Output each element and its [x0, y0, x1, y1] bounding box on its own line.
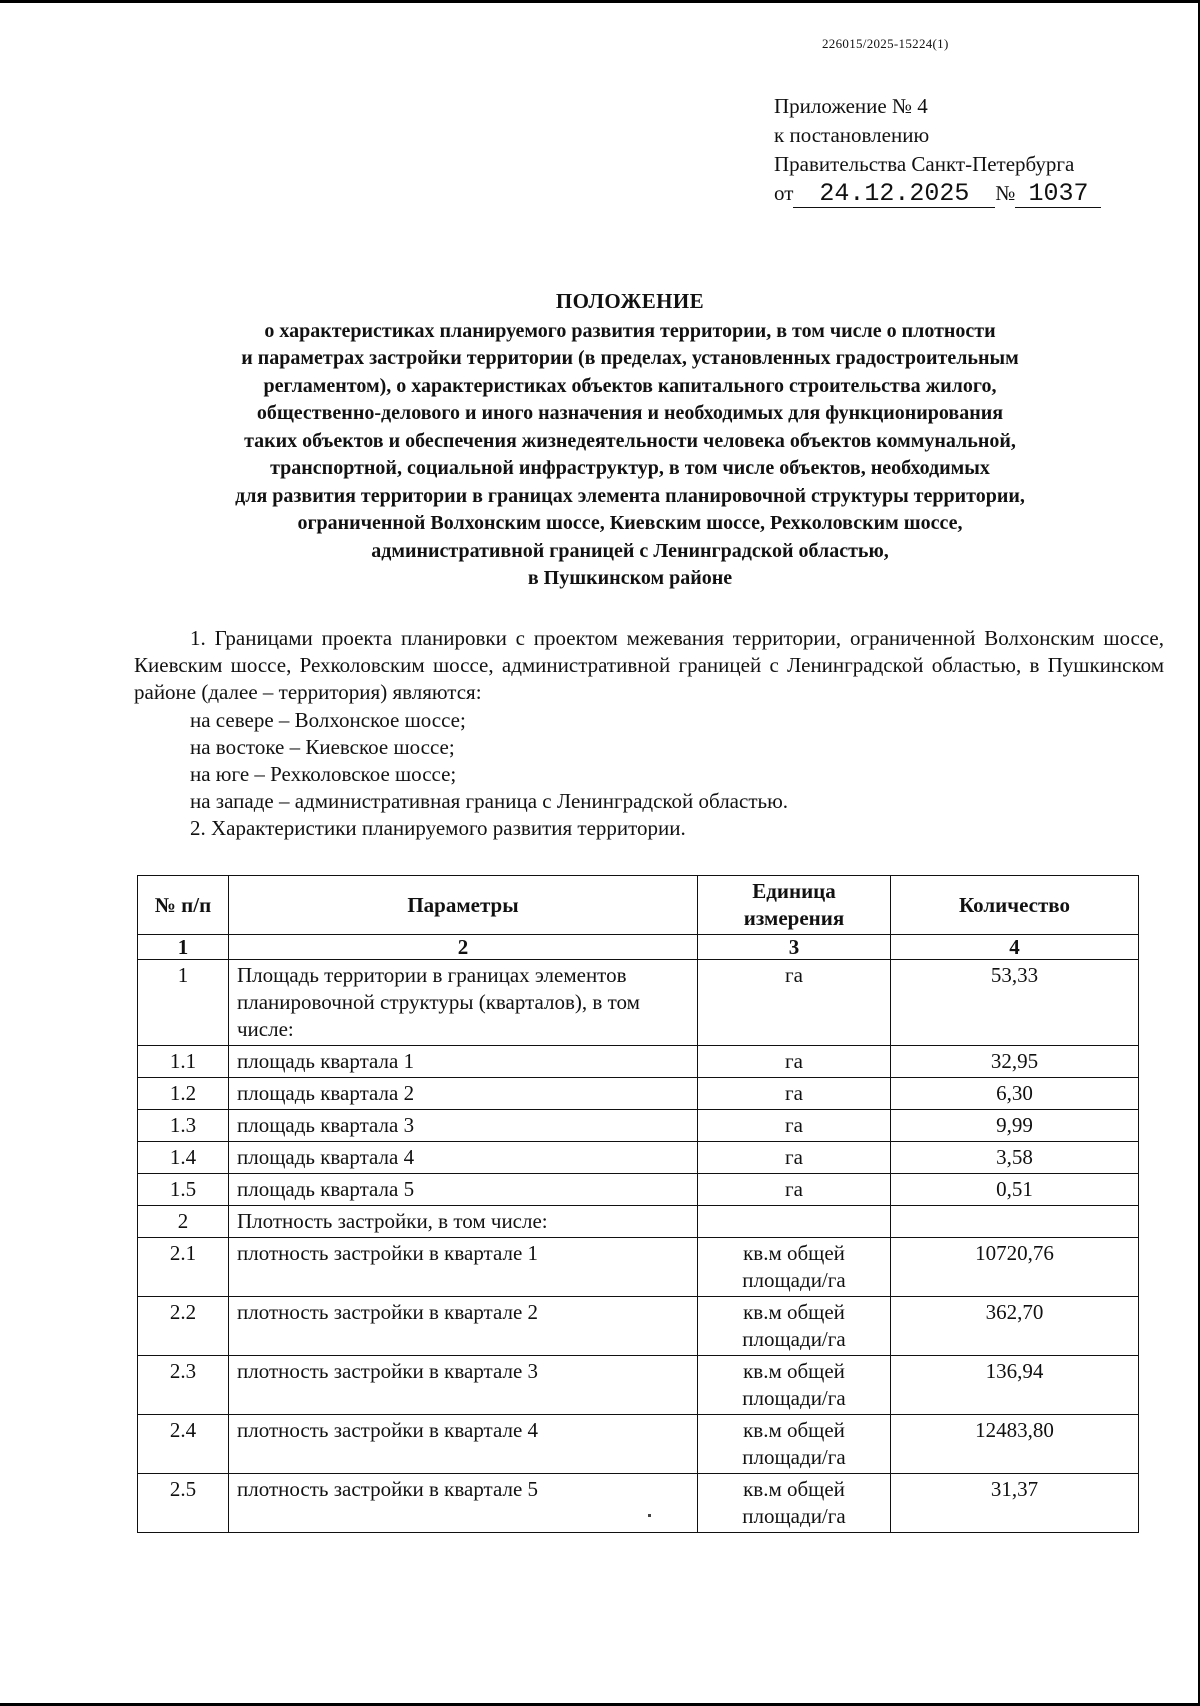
header-number: № п/п — [138, 876, 229, 935]
column-number: 3 — [698, 935, 891, 960]
row-number: 2.4 — [138, 1415, 229, 1474]
row-parameter: площадь квартала 1 — [229, 1046, 698, 1078]
page-border-top — [0, 0, 1200, 3]
row-number: 1.5 — [138, 1174, 229, 1206]
document-body — [134, 625, 1164, 843]
row-unit: кв.м общей площади/га — [698, 1474, 891, 1533]
row-unit: кв.м общей площади/га — [698, 1238, 891, 1297]
row-parameter: площадь квартала 4 — [229, 1142, 698, 1174]
row-quantity: 362,70 — [891, 1297, 1139, 1356]
column-number: 1 — [138, 935, 229, 960]
row-quantity — [891, 1206, 1139, 1238]
row-number: 1 — [138, 960, 229, 1046]
row-number: 1.1 — [138, 1046, 229, 1078]
row-quantity: 32,95 — [891, 1046, 1139, 1078]
row-quantity: 6,30 — [891, 1078, 1139, 1110]
column-number: 2 — [229, 935, 698, 960]
row-quantity: 53,33 — [891, 960, 1139, 1046]
row-unit: кв.м общей площади/га — [698, 1415, 891, 1474]
document-registration-stamp: 226015/2025-15224(1) — [822, 36, 949, 51]
row-unit: га — [698, 960, 891, 1046]
heading-line: транспортной, социальной инфраструктур, в том числе объектов, необходимых — [270, 457, 990, 479]
table-row — [138, 1046, 1139, 1078]
row-unit: кв.м общей площади/га — [698, 1356, 891, 1415]
heading-line: таких объектов и обеспечения жизнедеятельности человека объектов коммунальной, — [244, 429, 1016, 452]
appendix-line-1: Приложение № 4 — [774, 94, 928, 118]
table-row — [138, 1174, 1139, 1206]
heading-line: административной границей с Ленинградской областью, — [371, 539, 889, 562]
row-number: 1.2 — [138, 1078, 229, 1110]
header-unit: Единица измерения — [698, 876, 891, 935]
heading-line: для развития территории в границах элемента планировочной структуры территории, — [235, 484, 1025, 507]
table-row — [138, 1206, 1139, 1238]
heading-line: в Пушкинском районе — [527, 567, 733, 589]
header-parameters: Параметры — [229, 876, 698, 935]
column-number-row — [138, 935, 1139, 960]
boundary-south: на юге – Рехколовское шоссе; — [190, 762, 457, 787]
row-quantity: 136,94 — [891, 1356, 1139, 1415]
row-unit: га — [698, 1046, 891, 1078]
table-row — [138, 1356, 1139, 1415]
boundary-north: на севере – Волхонское шоссе; — [190, 707, 466, 732]
decree-number: 1037 — [1015, 181, 1101, 208]
row-number: 2.2 — [138, 1297, 229, 1356]
row-number: 2.1 — [138, 1238, 229, 1297]
document-title: ПОЛОЖЕНИЕ — [555, 289, 705, 313]
boundary-west: на западе – административная граница с Ленинградской областью. — [190, 789, 789, 814]
table-row — [138, 1142, 1139, 1174]
appendix-line-2: к постановлению — [774, 123, 930, 147]
boundary-east: на востоке – Киевское шоссе; — [190, 734, 455, 759]
row-quantity: 10720,76 — [891, 1238, 1139, 1297]
appendix-date-number-line — [774, 179, 1101, 208]
table-row — [138, 1297, 1139, 1356]
table-row — [138, 1110, 1139, 1142]
row-quantity: 0,51 — [891, 1174, 1139, 1206]
table-row — [138, 960, 1139, 1046]
scan-speck — [648, 1514, 651, 1517]
table-header-row — [138, 876, 1139, 935]
row-quantity: 3,58 — [891, 1142, 1139, 1174]
heading-line: общественно-делового и иного назначения и необходимых для функционирования — [256, 402, 1004, 424]
row-parameter: Плотность застройки, в том числе: — [229, 1206, 698, 1238]
paragraph-boundaries: 1. Границами проекта планировки с проектом межевания территории, ограниченной Волхонским шоссе, Киевским шоссе, Рехколовским шоссе, административной границей с Ленинградской областью, в Пушкинском районе (далее – территория) являются: — [134, 626, 1164, 705]
row-unit — [698, 1206, 891, 1238]
decree-date: 24.12.2025 — [793, 181, 995, 208]
table-row — [138, 1415, 1139, 1474]
row-parameter: площадь квартала 3 — [229, 1110, 698, 1142]
row-parameter: плотность застройки в квартале 1 — [229, 1238, 698, 1297]
row-quantity: 31,37 — [891, 1474, 1139, 1533]
table-row — [138, 1078, 1139, 1110]
row-unit: кв.м общей площади/га — [698, 1297, 891, 1356]
appendix-block — [774, 92, 1101, 208]
row-parameter: Площадь территории в границах элементов планировочной структуры (кварталов), в том числе: — [229, 960, 698, 1046]
row-number: 1.4 — [138, 1142, 229, 1174]
appendix-line-3: Правительства Санкт-Петербурга — [774, 152, 1075, 176]
row-number: 2.5 — [138, 1474, 229, 1533]
header-quantity: Количество — [891, 876, 1139, 935]
heading-line: и параметрах застройки территории (в пределах, установленных градостроительным — [241, 347, 1019, 369]
row-unit: га — [698, 1078, 891, 1110]
row-parameter: плотность застройки в квартале 4 — [229, 1415, 698, 1474]
parameters-table — [137, 875, 1139, 1533]
number-prefix: № — [995, 181, 1016, 205]
paragraph-characteristics: 2. Характеристики планируемого развития территории. — [190, 816, 686, 841]
row-parameter: плотность застройки в квартале 2 — [229, 1297, 698, 1356]
row-parameter: площадь квартала 5 — [229, 1174, 698, 1206]
row-quantity: 9,99 — [891, 1110, 1139, 1142]
row-number: 2.3 — [138, 1356, 229, 1415]
heading-line: регламентом), о характеристиках объектов капитального строительства жилого, — [263, 374, 997, 397]
heading-line: о характеристиках планируемого развития территории, в том числе о плотности — [264, 319, 996, 342]
row-quantity: 12483,80 — [891, 1415, 1139, 1474]
date-prefix: от — [774, 181, 794, 205]
row-parameter: плотность застройки в квартале 5 — [229, 1474, 698, 1533]
row-number: 2 — [138, 1206, 229, 1238]
row-number: 1.3 — [138, 1110, 229, 1142]
column-number: 4 — [891, 935, 1139, 960]
heading-line: ограниченной Волхонским шоссе, Киевским шоссе, Рехколовским шоссе, — [297, 512, 963, 534]
row-unit: га — [698, 1110, 891, 1142]
row-parameter: плотность застройки в квартале 3 — [229, 1356, 698, 1415]
document-heading — [110, 288, 1150, 593]
row-unit: га — [698, 1142, 891, 1174]
table-row — [138, 1474, 1139, 1533]
table-row — [138, 1238, 1139, 1297]
row-unit: га — [698, 1174, 891, 1206]
row-parameter: площадь квартала 2 — [229, 1078, 698, 1110]
